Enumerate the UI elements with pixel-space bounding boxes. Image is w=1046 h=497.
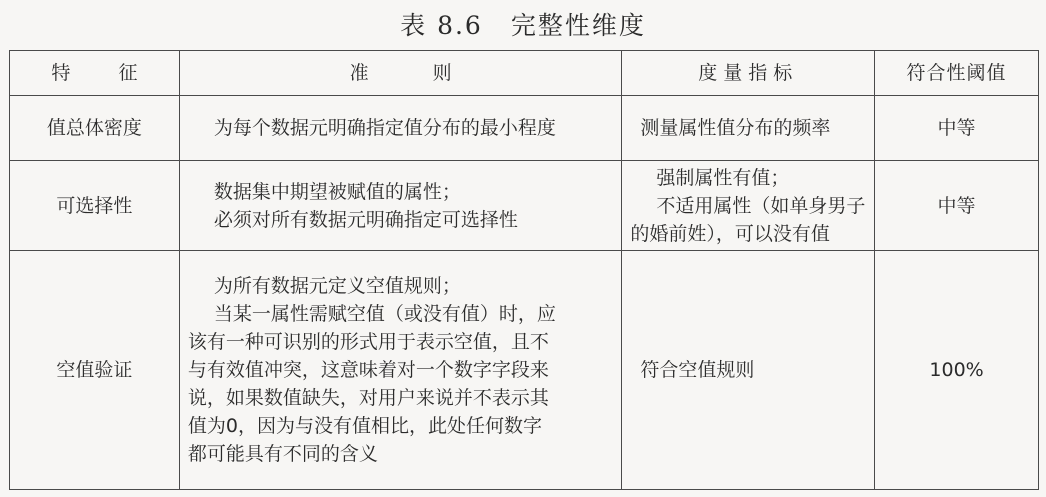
header-feature <box>10 51 180 96</box>
metric-line: 的婚前姓），可以没有值 <box>630 222 830 245</box>
table-title: 完整性维度 <box>510 11 646 40</box>
rule-line: 值为0，因为与没有值相比，此处任何数字 <box>187 415 542 437</box>
header-row <box>10 51 1039 96</box>
header-metric: 度量指标 <box>622 51 875 96</box>
table-row <box>10 251 1039 490</box>
feature-cell: 空值验证 <box>10 251 180 490</box>
header-rule <box>179 51 622 96</box>
rule-line: 说，如果数值缺失，对用户来说并不表示其 <box>187 387 549 409</box>
rule-line: 该有一种可识别的形式用于表示空值，且不 <box>187 331 549 353</box>
threshold-cell: 中等 <box>875 161 1039 251</box>
rule-cell <box>179 96 622 161</box>
metric-line: 不适用属性（如单身男子 <box>656 194 866 217</box>
rule-line: 都可能具有不同的含义 <box>187 443 378 465</box>
rule-cell <box>179 161 622 251</box>
metric-cell <box>622 251 875 490</box>
threshold-cell: 100% <box>875 251 1039 490</box>
metric-cell <box>622 161 875 251</box>
rule-line: 当某一属性需赋空值（或没有值）时，应 <box>213 303 556 325</box>
metric-line: 强制属性有值； <box>656 166 790 189</box>
rule-line: 为所有数据元定义空值规则； <box>213 275 461 297</box>
table-row <box>10 161 1039 251</box>
threshold-cell: 中等 <box>875 96 1039 161</box>
metric-line: 符合空值规则 <box>640 359 755 381</box>
table-caption <box>0 6 1046 42</box>
header-rule-char-1: 准 <box>349 62 369 84</box>
rule-line: 数据集中期望被赋值的属性； <box>213 180 461 203</box>
header-feature-char-1: 特 <box>51 62 71 84</box>
rule-line: 必须对所有数据元明确指定可选择性 <box>213 208 518 231</box>
header-threshold: 符合性阈值 <box>875 51 1039 96</box>
header-feature-char-2: 征 <box>118 62 138 84</box>
header-rule-char-2: 则 <box>432 62 452 84</box>
metric-line: 测量属性值分布的频率 <box>640 117 831 139</box>
feature-cell: 值总体密度 <box>10 96 180 161</box>
table-row <box>10 96 1039 161</box>
feature-cell: 可选择性 <box>10 161 180 251</box>
table-number: 表 8.6 <box>400 11 483 40</box>
rule-line: 与有效值冲突，这意味着对一个数字字段来 <box>187 359 549 381</box>
completeness-table <box>9 50 1039 490</box>
metric-cell <box>622 96 875 161</box>
rule-line: 为每个数据元明确指定值分布的最小程度 <box>213 117 556 139</box>
rule-cell <box>179 251 622 490</box>
